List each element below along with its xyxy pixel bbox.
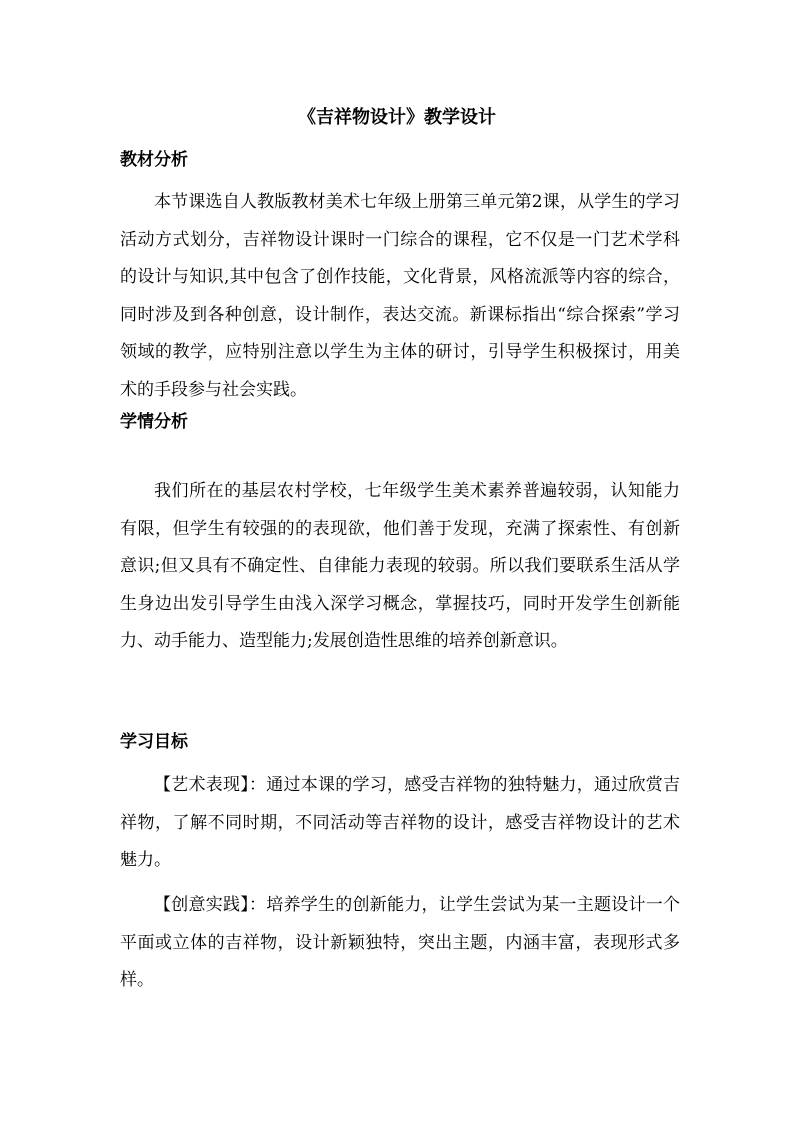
- section-heading-student-analysis: 学情分析: [120, 412, 188, 432]
- paragraph-artistic-expression: 【艺术表现】：通过本课的学习，感受吉祥物的独特魅力，通过欣赏吉祥物，了解不同时期，不同活动等吉祥物的设计，感受吉祥物设计的艺术魅力。: [120, 775, 680, 870]
- paragraph-student-analysis: 我们所在的基层农村学校，七年级学生美术素养普遍较弱，认知能力有限，但学生有较强的的表现欲，他们善于发现，充满了探索性、有创新意识;但又具有不确定性、自律能力表现的较弱。所以我们要联系生活从学生身边出发引导学生由浅入深学习概念，掌握技巧，同时开发学生创新能力、动手能力、造型能力;发展创造性思维的培养创新意识。: [120, 481, 680, 651]
- section-heading-learning-objectives: 学习目标: [120, 732, 188, 752]
- paragraph-creative-practice: 【创意实践】：培养学生的创新能力，让学生尝试为某一主题设计一个平面或立体的吉祥物，设计新颖独特，突出主题，内涵丰富，表现形式多样。: [120, 895, 680, 990]
- section-heading-textbook-analysis: 教材分析: [120, 150, 188, 170]
- document-title: 《吉祥物设计》教学设计: [298, 107, 496, 128]
- paragraph-textbook-analysis: 本节课选自人教版教材美术七年级上册第三单元第2课，从学生的学习活动方式划分，吉祥物设计课时一门综合的课程，它不仅是一门艺术学科的设计与知识,其中包含了创作技能，文化背景，风格流派等内容的综合，同时涉及到各种创意，设计制作，表达交流。新课标指出“综合探索”学习领域的教学，应特别注意以学生为主体的研讨，引导学生积极探讨，用美术的手段参与社会实践。: [120, 192, 680, 400]
